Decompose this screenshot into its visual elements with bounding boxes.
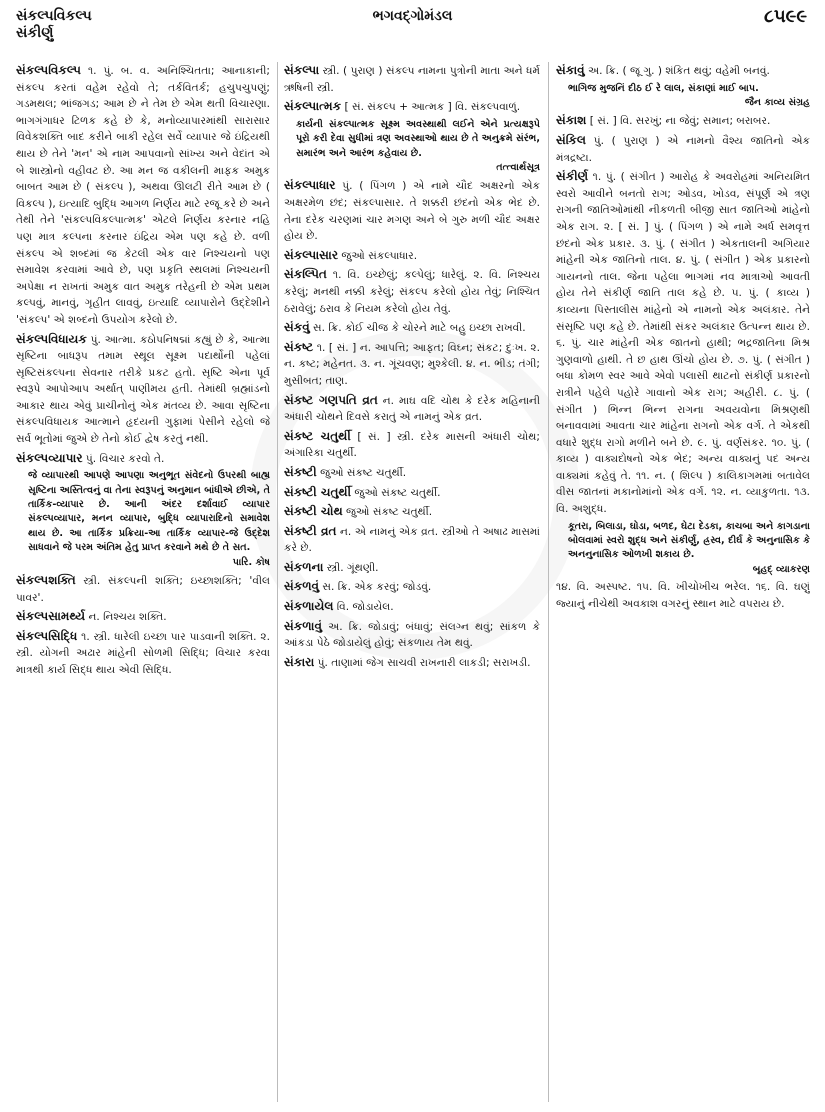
dictionary-entry [284, 578, 540, 596]
citation-text: કૂતરા, બિલાડા, ઘોડા, બળદ, ઘેટા દેડકા, કાચબા અને કાગડાના બોલવામાં સ્વરો શુદ્ધ અને સંકીર્ણુ, હ્રસ્વ, દીર્ઘ કે અનુનાસિક કે અનનુનાસિક ઓળખી શકાય છે. [568, 520, 810, 561]
definition-text: [ સં. ] વિ. સરખું; ના જેવું; સમાન; બરાબર. [586, 115, 771, 128]
citation-text: ભાગિજ મુજનિં દીઠ ઈ રે લાલ, સંકાણાં માઈ બાપ. [568, 82, 759, 94]
dictionary-entry [284, 247, 540, 265]
dictionary-entry [284, 618, 540, 652]
definition-text: અ. ક્રિ. જોડાવું; બંધાવું; સંલગ્ન થવું; સાંકળ કે આંકડા પેઠે જોડાયેલું હોવું; સંકળાય તેમ થવું. [284, 620, 540, 650]
dictionary-entry [556, 62, 810, 110]
definition-text: ૧. પું. ( સંગીત ) આરોહ કે અવરોહમાં અનિયમિત સ્વરો આવીને બનતો રાગ; ઓડવ, ખોડવ, સંપૂર્ણ એ ત્રણ રાગની જાતિઓમાંથી નીકળતી બીજી સાત જાતિઓ માંહેનો એક રાગ. ૨. [ સં. ] પું. ( પિંગળ ) એ નામે અર્ધ સમવૃત્ત છંદનો એક પ્રકાર. ૩. પું. ( સંગીત ) એકતાલની અગિયાર માંહેની એક જાતિનો તાલ. ૪. પું. ( સંગીત ) એક પ્રકારનો ગાયનનો તાલ. જેના પહેલા ભાગમાં નવ માત્રાઓ આવતી હોય તેને સંકીર્ણ જાતિ તાલ કહે છે. ૫. પું. ( કાવ્ય ) કાવ્યના પિસ્તાલીસ માંહેનો એ નામનો એક અલંકાર. તેને સંસૃષ્ટિ પણ કહે છે. તેમાંથી સંકર અલંકાર ઉત્પન્ન થાય છે. ૬. પું. ચાર માંહેની એક જાતનો હાથી; ભદ્રજાતિના મિશ્ર ગુણવાળો હાથી. તે છ હાથ ઊંચો હોય છે. ૭. પું. ( સંગીત ) બધા કોમળ સ્વર આવે એવો પલાસી થાટનો સંકીર્ણ પ્રકારનો રાત્રીને પહેલે પહોરે ગાવાનો એક રાગ; અહીરી. ૮. પું. ( સંગીત ) ભિન્ન ભિન્ન રાગના અવયવોના મિશ્રણથી બનાવવામાં આવતા ચાર માંહેના રાગનો એક વર્ગ. તે એકથી વધારે શુદ્ધ રાગો મળીને બને છે. ૯. પું. વર્ણસંકર. ૧૦. પું. ( કાવ્ય ) વાક્યદોષનો એક ભેદ; અન્ય વાક્યનું પદ અન્ય વાક્યમાં કહેવું તે. ૧૧. ન. ( શિલ્પ ) કાલિકાગમમાં બતાવેલ વીસ જાતનાં મકાનોમાંનો એક વર્ગ. ૧૨. ન. વ્યાકુળતા. ૧૩. વિ. અશુદ્ધ. [556, 171, 810, 516]
headword: સંકાવું [556, 63, 585, 77]
headword: સંકષ્ટ ગણપતિ વ્રત [284, 392, 378, 407]
citation-quote [16, 469, 270, 570]
guide-word-first: સંકલ્પવિકલ્પ [16, 8, 92, 24]
guide-word-last: સંકીર્ણુ [16, 25, 54, 41]
headword: સંકળવું [284, 579, 320, 594]
dictionary-entry [556, 112, 810, 130]
dictionary-entry [284, 339, 540, 390]
headword: સંકળાવું [284, 618, 322, 633]
headword: સંકલ્પસિદ્ધિ [16, 628, 78, 643]
dictionary-entry [284, 428, 540, 462]
headword: સંકારા [284, 654, 315, 669]
dictionary-entry [284, 319, 540, 337]
citation-source: તત્ત્વાર્થસૂત્ર [496, 162, 540, 173]
definition-text: પું. ( પિંગળ ) એ નામે ચૌદ અક્ષરનો એક અક્ષરમેળ છંદ; સંકલ્પાસાર. તે શક્કરી છંદનો એક ભેદ છે. તેના દરેક ચરણમાં ચાર મગણ અને બે ગુરુ મળી ચૌદ અક્ષર હોય છે. [284, 180, 540, 243]
definition-text: અ. ક્રિ. ( જૂ ગુ. ) શંકિત થવું; વહેમી બનવું. [584, 65, 770, 77]
citation-text: જે વ્યાપારથી આપણે આપણા અનુભૂત સંવેદનો ઉપરથી બાહ્ય સૃષ્ટિના અસ્તિત્વનું વા તેના સ્વરૂપનું અનુમાન બાંધીએ છીએ, તે તાર્કિક-વ્યાપાર છે. આની અંદર દર્શાવાઈ વ્યાપાર સંકલ્પવ્યાપાર, મનન વ્યાપાર, બુદ્ધિ વ્યાપારાદિનો સમાવેશ થાય છે. આ તાર્કિક પ્રક્રિયા-આ તાર્કિક વ્યાપાર-જે ઉદ્દેશ સાધવાને જે પરમ અંતિમ હેતુ પ્રાપ્ત કરવાને મથે છે તે સત. [28, 470, 270, 554]
definition-text: [ સં. ] સ્ત્રી. દરેક માસની અંધારી ચોથ; અંગારિકા ચતુર્થી. [284, 430, 540, 460]
definition-text: ન. માઘ વદિ ચોથ કે દરેક મહિનાની અંધારી ચોથને દિવસે કરાતું એ નામનું એક વ્રત. [284, 394, 540, 424]
citation-quote [556, 520, 810, 578]
headword: સંકલ્પવિકલ્પ [16, 63, 81, 77]
page-title: ભગવદ્ગોમંડલ [372, 8, 453, 24]
definition-text: પું. આત્મા. કઠોપનિષદ્માં કહ્યું છે કે, આત્મા સૃષ્ટિના બાધરૂપ તમામ સ્થૂલ સૂક્ષ્મ પદાર્થોની પહેલાં સૃષ્ટિસંકલ્પના સેવનાર તરીકે પ્રકટ હતો. સૃષ્ટિ એના પૂર્વ સ્વરૂપે આપોઆપ અર્થાત્ પાણીમય હતી. તેમાંથી બ્રહ્માંડનો આકાર થાય એવું પ્રાચીનોનું એક મંતવ્ય છે. આવા સૃષ્ટિના સંકલ્પવિધાયક આત્માને હૃદયની ગુફામાં પેસીને રહેલો જે સર્વ ભૂતોમાં જુએ છે તેનો કોઈ દ્વેષ કરતું નથી. [16, 333, 270, 446]
definition-text: સ્ત્રી. સંકલ્પની શક્તિ; ઇચ્છાશક્તિ; 'વીલ પાવર'. [16, 575, 270, 604]
dictionary-entry [16, 331, 270, 448]
definition-text: ન. નિશ્ચય શક્તિ. [85, 611, 167, 624]
headword: સંકષ્ટી ચતુર્થી [284, 484, 352, 499]
headword: સંકીર્ણ [556, 169, 589, 184]
dictionary-entry [284, 503, 540, 521]
definition-text: પું. ( પુરાણ ) એ નામનો વૈશ્ય જાતિનો એક મંત્રદ્રષ્ટા. [556, 135, 810, 164]
dictionary-entry [284, 484, 540, 502]
citation-source: પારિ. કોષ [232, 556, 270, 568]
definition-text: જુઓ સંકલ્પાધાર. [338, 249, 418, 262]
headword: સંકલ્પવ્યાપાર [16, 450, 83, 465]
citation-source: બૃહદ્ વ્યાકરણ [752, 563, 810, 575]
headword: સંકષ્ટ [284, 339, 314, 354]
definition-text: ૧૪. વિ. અસ્પષ્ટ. ૧૫. વિ. ખીચોખીચ ભરેલ. ૧૬. વિ. ઘણું જ્યાનું નીચેથી અવકાશ વગરનું સ્થાન માટે વપરાય છે. [556, 581, 810, 610]
headword: સંકલ્પશક્તિ [16, 573, 76, 588]
dictionary-entry [284, 62, 540, 96]
definition-text: ૧. વિ. ઇચ્છેલું; કલ્પેલું; ધારેલું. ૨. વિ. નિશ્ચય કરેલું; મનથી નક્કી કરેલું; સંકલ્પ કરેલો હોય તેવું; નિશ્ચિત ઠરાવેલું; ઠરાવ કે નિયમ કરેલો હોય તેવું. [284, 269, 540, 315]
definition-text: સ. ક્રિ. કોઈ ચીજ કે ચોરને માટે બહુ ઇચ્છા રાખવી. [309, 322, 526, 335]
headword: સંકાશ [556, 113, 587, 128]
dictionary-entry [16, 62, 270, 329]
column-3 [556, 62, 810, 1106]
citation-source: જૈન કાવ્ય સંગ્રહ [744, 97, 810, 108]
column-1 [16, 62, 270, 1106]
dictionary-entry [284, 266, 540, 317]
dictionary-entry [556, 579, 810, 612]
headword: સંકલ્પા [284, 63, 320, 77]
definition-text: સ્ત્રી. ગૂંથણી. [323, 561, 379, 574]
headword: સંકળના [284, 559, 324, 574]
headword: સંકળાયેલ [284, 599, 334, 614]
headword: સંકષ્ટી વ્રત [284, 523, 337, 538]
headword: સંકષ્ટી ચોથ [284, 504, 343, 519]
dictionary-entry [284, 392, 540, 426]
dictionary-entry [284, 98, 540, 175]
dictionary-entry [284, 654, 540, 672]
headword: સંકલ્પાસાર [284, 247, 339, 262]
column-2 [284, 62, 540, 1106]
headword: સંકષ્ટી [284, 464, 317, 479]
definition-text: પું. તાણામાં જેગ સાચવી રાખનારી લાકડી; સરાખડી. [314, 656, 531, 669]
definition-text: જુઓ સંકષ્ટ ચતુર્થી. [342, 506, 433, 519]
headword: સંકલ્પિત [284, 267, 327, 282]
headword: સંકલ્પાત્મક [284, 99, 342, 114]
definition-text: જુઓ સંકષ્ટ ચતુર્થી. [351, 486, 441, 499]
definition-text: વિ. જોડાયેલ. [333, 601, 394, 614]
dictionary-entry [16, 628, 270, 679]
dictionary-entry [556, 132, 810, 166]
dictionary-entry [284, 598, 540, 616]
definition-text: સ્ત્રી. ( પુરાણ ) સંકલ્પ નામના પુત્રોની માતા અને ધર્મ ઋષિની સ્ત્રી. [284, 65, 540, 94]
citation-text: કાર્યની સંકલ્પાત્મક સૂક્ષ્મ અવસ્થાથી લઈને એને પ્રત્યક્ષરૂપે પૂરો કરી દેવા સુધીમાં ત્રણ અવસ્થાઓ થાય છે તે અનુક્રમે સંરંભ, સમારંભ અને આરંભ કહેવાય છે. [296, 118, 540, 159]
dictionary-entry [284, 464, 540, 482]
definition-text: ૧. પું. બ. વ. અનિશ્ચિતતા; આનાકાની; સંકલ્પ કરતાં વહેમ રહેવો તે; તર્કવિતર્ક; હચુપચુપણું; ગડમથલ; ભાંજગડ; આમ છે ને તેમ છે એમ થતી વિચારણા. ભાગગંગાધર ટિળક કહે છે કે, મનોવ્યાપારમાંથી સારાસાર વિવેકશક્તિ બાદ કરીને બાકી રહેલ સર્વે વ્યાપાર જે ઇંદ્રિયથી થાય છે તેને 'મન' એ નામ આપવાનો સાંખ્ય અને વેદાંત એ બે શાસ્ત્રોનો વહીવટ છે. આ મન જ વકીલની માફક અમુક બાબત આમ છે ( સંકલ્પ ), અથવા ઊલટી રીતે આમ છે ( વિકલ્પ ), ઇત્યાદિ બુદ્ધિ આગળ નિર્ણય માટે રજૂ કરે છે અને તેથી તેને 'સંકલ્પવિકલ્પાત્મક' એટલે નિર્ણય કરનાર નહિ પણ માત્ર કલ્પના કરનાર ઇંદ્રિય એમ પણ કહે છે. વળી સંકલ્પ એ શબ્દમાં જ કેટલી એક વાર નિશ્ચયનો પણ સમાવેશ કરવામાં આવે છે, પણ પ્રકૃતિ સ્થલમાં નિશ્ચયની અપેક્ષા ન રાખતાં અમુક વાત અમુક તરેહની છે એમ પ્રથમ કલ્પવું, માનવું, ગૃહીત લાવવું, ઇત્યાદિ વ્યાપારોને ઉદ્દેશીને 'સંકલ્પ' એ શબ્દનો ઉપયોગ કરેલો છે. [16, 65, 270, 326]
column-separator [277, 62, 278, 1102]
citation-quote [284, 118, 540, 176]
headword: સંકલ્પવિધાયક [16, 331, 87, 346]
dictionary-entry [284, 559, 540, 577]
headword: સંકલ્પાધાર [284, 178, 336, 193]
dictionary-entry [284, 177, 540, 244]
definition-text: જુઓ સંકષ્ટ ચતુર્થી. [316, 466, 407, 479]
headword: સંકવું [284, 320, 310, 335]
headword: સંકિલ [556, 133, 586, 147]
headword: સંકષ્ટ ચતુર્થી [284, 428, 351, 443]
definition-text: ૧. સ્ત્રી. ધારેલી ઇચ્છા પાર પાડવાની શક્તિ. ૨. સ્ત્રી. યોગની અઢાર માંહેની સોળમી સિદ્ધિ; વિચાર કરવા માત્રથી કાર્ય સિદ્ધ થાય એવી સિદ્ધિ. [16, 630, 270, 677]
dictionary-entry [16, 450, 270, 570]
definition-text: સ. ક્રિ. એક કરવું; જોડવું. [319, 581, 432, 594]
dictionary-entry [16, 572, 270, 606]
headword: સંકલ્પસામર્થ્ય [16, 609, 86, 624]
definition-text: ૧. [ સં. ] ન. આપત્તિ; આફત; વિઘ્ન; સંકટ; દુઃખ. ૨. ન. કષ્ટ; મહેનત. ૩. ન. ગૂંચવણ; મુશ્કેલી. ૪. ન. ભીડ; તંગી; મુસીબત; તાણ. [284, 341, 540, 387]
page-number: ૮૫૯૯ [763, 6, 807, 27]
column-separator [548, 62, 549, 1102]
dictionary-entry [16, 608, 270, 626]
definition-text: ન. એ નામનું એક વ્રત. સ્ત્રીઓ તે અષાઢ માસમાં કરે છે. [284, 525, 540, 555]
citation-quote [556, 82, 810, 111]
dictionary-entry [284, 523, 540, 557]
definition-text: [ સં. સંકલ્પ + આત્મક ] વિ. સંકલ્પવાળું. [341, 101, 521, 114]
definition-text: પું. વિચાર કરવો તે. [82, 452, 165, 465]
dictionary-entry [556, 168, 810, 577]
